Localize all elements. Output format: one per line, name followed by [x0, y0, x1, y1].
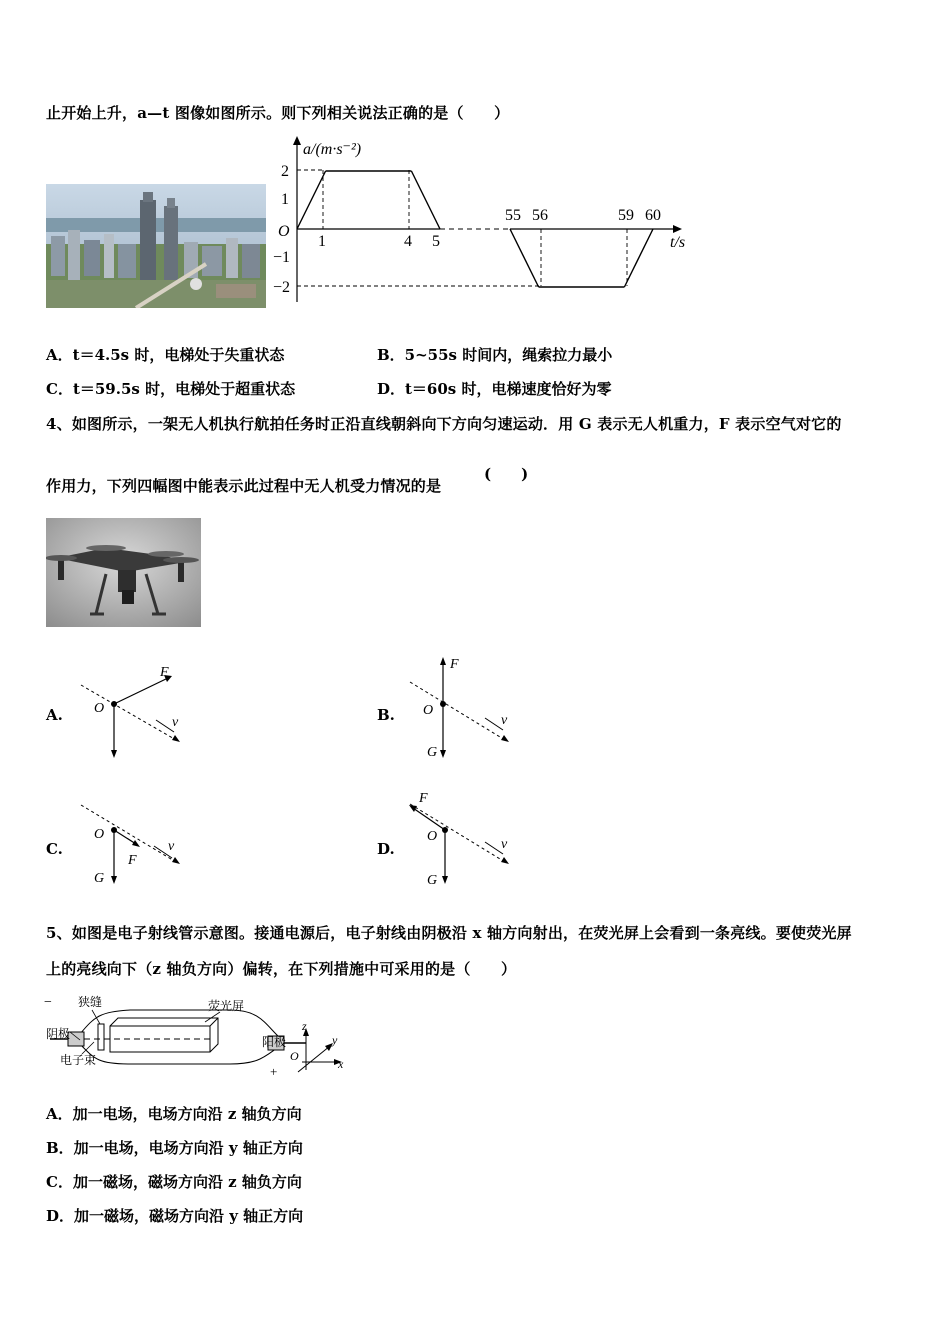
y-axis-label: a/(m·s⁻²)	[303, 141, 362, 158]
y-tick-neg2: −2	[273, 279, 291, 296]
a-t-segment-0	[297, 171, 326, 229]
city-elevator-photo	[46, 184, 266, 308]
force-diagram-d[interactable]	[405, 786, 515, 890]
q4-option-d-label[interactable]: D.	[377, 840, 395, 858]
label-v: v	[501, 713, 508, 728]
label-o: O	[94, 701, 105, 716]
label-g: G	[94, 871, 105, 886]
force-diagram-b[interactable]	[405, 652, 515, 762]
q3-option-b[interactable]: B．5~55s 时间内，绳索拉力最小	[377, 346, 613, 364]
label-f: F	[160, 665, 169, 680]
label-o: O	[423, 703, 434, 718]
q5-option-a[interactable]: A．加一电场，电场方向沿 z 轴负方向	[46, 1105, 302, 1123]
y-tick-1: 1	[281, 191, 289, 208]
label-v: v	[172, 715, 179, 730]
beam-label: 电子束	[60, 1053, 97, 1067]
city-photo-drawing	[46, 184, 266, 308]
a-t-segment-5	[624, 229, 653, 287]
q5-option-c[interactable]: C．加一磁场，磁场方向沿 z 轴负方向	[46, 1173, 302, 1191]
plus-label: +	[270, 1064, 278, 1079]
a-t-graph	[270, 132, 710, 312]
minus-label: −	[44, 995, 52, 1010]
q4-option-a-label[interactable]: A.	[46, 706, 63, 724]
q4-answer-paren: ( )	[484, 465, 529, 483]
cathode-label: 阴极	[46, 1027, 71, 1041]
x-tick-4: 4	[404, 233, 412, 250]
q5-stem-line1: 5、如图是电子射线管示意图。接通电源后，电子射线由阴极沿 x 轴方向射出，在荧光屏上会看到一条亮线。要使荧光屏	[46, 924, 852, 942]
q4-option-c-label[interactable]: C.	[46, 840, 63, 858]
a-t-segment-3	[510, 229, 539, 287]
drone-photo-drawing	[46, 518, 201, 627]
cathode-ray-tube-diagram	[40, 990, 360, 1082]
q3-option-a[interactable]: A．t＝4.5s 时，电梯处于失重状态	[46, 346, 285, 364]
x-tick-55: 55	[505, 207, 521, 224]
q3-option-d[interactable]: D．t＝60s 时，电梯速度恰好为零	[377, 380, 612, 398]
screen-label: 荧光屏	[208, 999, 245, 1013]
label-o: O	[94, 827, 105, 842]
x-tick-56: 56	[532, 207, 548, 224]
y-tick-neg1: −1	[273, 249, 291, 266]
q5-option-b[interactable]: B．加一电场，电场方向沿 y 轴正方向	[46, 1139, 303, 1157]
z-axis-label: z	[302, 1019, 307, 1033]
x-tick-5: 5	[432, 233, 440, 250]
x-axis-label: t/s	[670, 234, 686, 251]
q5-stem-line2: 上的亮线向下（z 轴负方向）偏转，在下列措施中可采用的是（ ）	[46, 960, 517, 978]
label-g: G	[427, 745, 438, 760]
force-diagram-c[interactable]	[76, 800, 186, 890]
q4-stem-line1: 4、如图所示，一架无人机执行航拍任务时正沿直线朝斜向下方向匀速运动．用 G 表示无人机重力，F 表示空气对它的	[46, 415, 842, 433]
label-o: O	[427, 829, 438, 844]
x-tick-1: 1	[318, 233, 326, 250]
q4-option-b-label[interactable]: B.	[377, 706, 395, 724]
slit-label: 狭缝	[78, 995, 103, 1009]
origin-label: O	[290, 1049, 299, 1063]
label-f: F	[128, 853, 137, 868]
a-t-segment-2	[411, 171, 440, 229]
x-axis-label: x	[338, 1057, 344, 1071]
y-axis-label: y	[332, 1033, 338, 1047]
y-tick-2: 2	[281, 163, 289, 180]
force-diagram-a[interactable]	[76, 660, 186, 760]
label-g: G	[427, 873, 438, 888]
q5-option-d[interactable]: D．加一磁场，磁场方向沿 y 轴正方向	[46, 1207, 304, 1225]
drone-photo	[46, 518, 201, 627]
label-f: F	[450, 657, 459, 672]
q4-stem-line2: 作用力，下列四幅图中能表示此过程中无人机受力情况的是	[46, 477, 442, 495]
q3-option-c[interactable]: C．t＝59.5s 时，电梯处于超重状态	[46, 380, 296, 398]
x-tick-60: 60	[645, 207, 661, 224]
origin-label: O	[278, 223, 290, 240]
q3-stem: 止开始上升，a—t 图像如图所示。则下列相关说法正确的是（ ）	[46, 104, 510, 122]
x-tick-59: 59	[618, 207, 634, 224]
label-f: F	[419, 791, 428, 806]
label-v: v	[168, 839, 175, 854]
label-v: v	[501, 837, 508, 852]
anode-label: 阳极	[262, 1035, 287, 1049]
